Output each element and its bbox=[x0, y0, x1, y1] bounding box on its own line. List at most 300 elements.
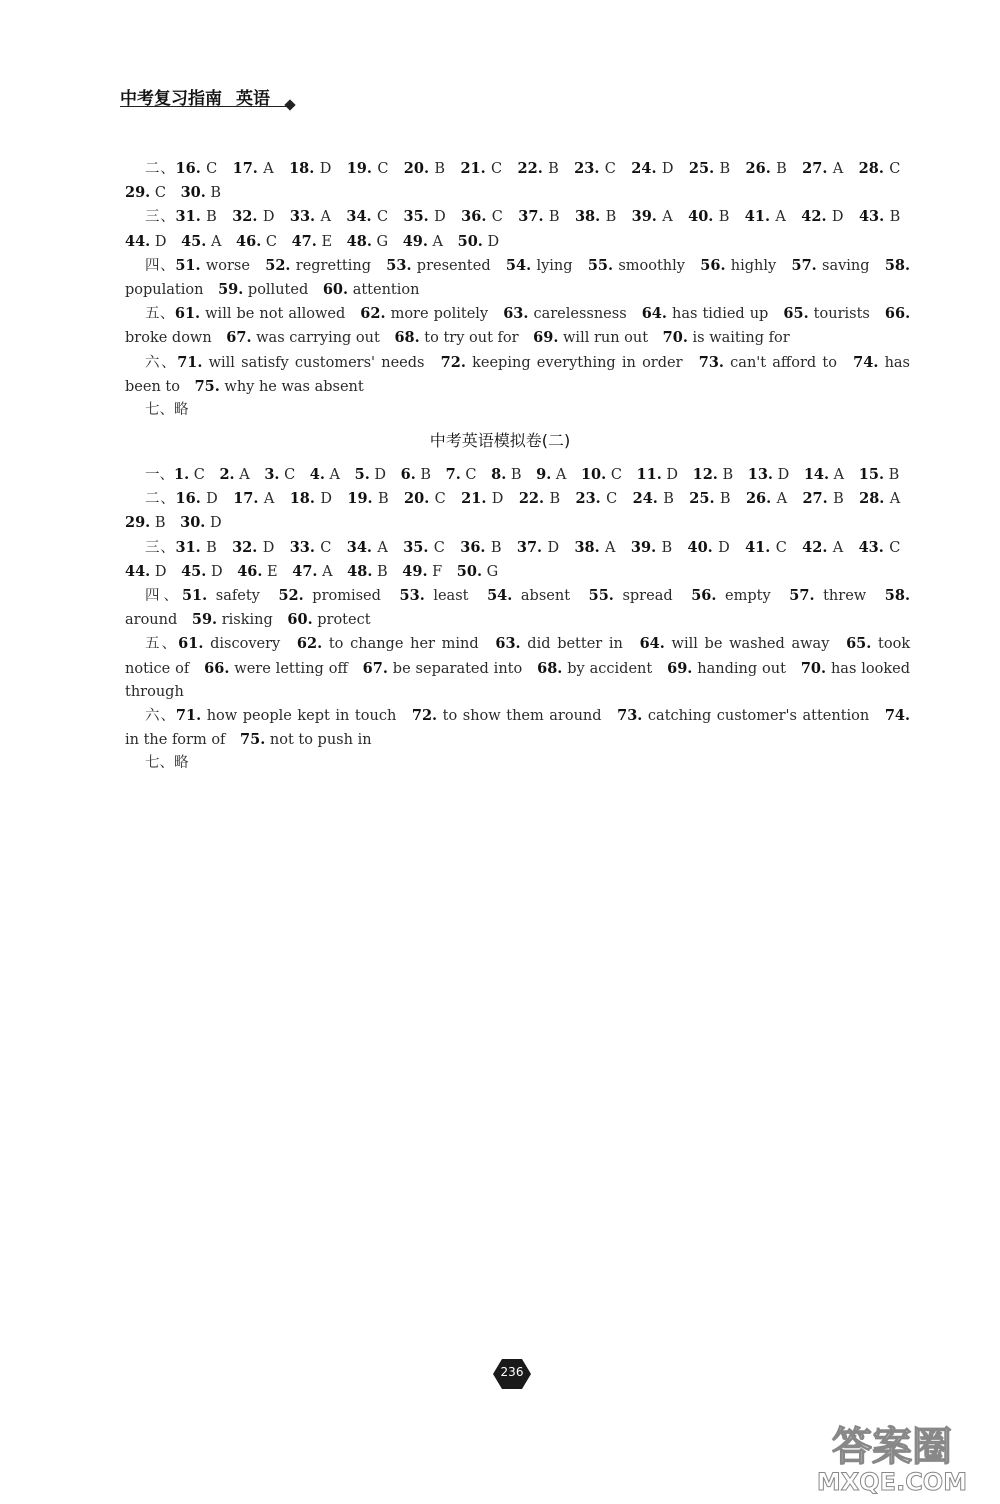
answer-item bbox=[290, 491, 332, 507]
answer-item bbox=[461, 491, 503, 507]
question-number: 48. bbox=[346, 232, 372, 250]
answer-item bbox=[323, 282, 420, 298]
answer-item bbox=[446, 467, 477, 483]
answer-item bbox=[195, 379, 364, 395]
answer-value: B bbox=[548, 161, 559, 177]
question-number: 48. bbox=[347, 562, 373, 580]
answer-value: C bbox=[889, 539, 901, 556]
answer-item bbox=[176, 708, 396, 724]
question-number: 17. bbox=[233, 490, 259, 508]
question-number: 44. bbox=[125, 232, 151, 250]
question-number: 42. bbox=[801, 208, 827, 226]
answer-item bbox=[700, 258, 776, 274]
answer-value: has looked through bbox=[125, 660, 911, 700]
answer-value: C bbox=[193, 467, 205, 483]
answer-value: why he was absent bbox=[224, 378, 364, 395]
answer-value: carelessness bbox=[533, 306, 627, 323]
answer-item bbox=[519, 491, 560, 507]
question-number: 41. bbox=[744, 208, 771, 226]
question-number: 40. bbox=[687, 538, 713, 556]
answer-item bbox=[859, 161, 901, 177]
answer-item bbox=[204, 661, 348, 677]
question-number: 62. bbox=[360, 305, 386, 323]
question-number: 19. bbox=[346, 160, 372, 177]
question-number: 29. bbox=[125, 184, 151, 202]
question-number: 72. bbox=[411, 707, 438, 725]
answer-value: A bbox=[889, 491, 901, 508]
answer-value: A bbox=[377, 539, 388, 556]
answer-value: B bbox=[210, 185, 222, 202]
question-number: 61. bbox=[174, 305, 201, 323]
answer-item bbox=[297, 636, 479, 652]
question-number: 53. bbox=[399, 587, 425, 605]
answer-value: A bbox=[239, 467, 250, 483]
answer-paragraph bbox=[125, 463, 910, 487]
answer-value: C bbox=[434, 491, 446, 508]
question-number: 25. bbox=[688, 160, 715, 177]
answer-item bbox=[667, 661, 786, 677]
question-number: 19. bbox=[347, 490, 373, 508]
answer-item bbox=[789, 588, 866, 604]
question-number: 24. bbox=[632, 490, 658, 508]
question-number: 6. bbox=[400, 466, 416, 483]
answer-value: handing out bbox=[697, 660, 786, 677]
answer-item bbox=[518, 209, 559, 225]
answer-item bbox=[746, 161, 787, 177]
question-number: 35. bbox=[403, 208, 429, 226]
answer-value: A bbox=[605, 539, 616, 556]
answer-value: C bbox=[491, 161, 503, 177]
answer-value: regretting bbox=[295, 257, 371, 274]
question-number: 50. bbox=[456, 562, 483, 580]
answer-item bbox=[347, 564, 388, 580]
answer-item bbox=[290, 540, 332, 556]
question-number: 56. bbox=[700, 256, 726, 274]
answer-item bbox=[175, 258, 250, 274]
question-number: 34. bbox=[346, 538, 372, 556]
question-number: 20. bbox=[404, 490, 430, 508]
question-number: 33. bbox=[289, 208, 316, 226]
answer-value: B bbox=[490, 539, 502, 556]
question-number: 68. bbox=[537, 659, 563, 677]
answer-item bbox=[859, 491, 900, 507]
answer-value: D bbox=[374, 467, 387, 483]
answer-item bbox=[310, 467, 340, 483]
answer-item bbox=[745, 540, 787, 556]
answer-value: D bbox=[262, 539, 275, 556]
part-label: 三、 bbox=[145, 539, 176, 556]
question-number: 28. bbox=[859, 490, 885, 508]
svg-text:MXQE.COM: MXQE.COM bbox=[816, 1468, 968, 1496]
part-label: 三、 bbox=[145, 209, 176, 226]
answer-item bbox=[575, 491, 617, 507]
answer-item bbox=[688, 209, 729, 225]
question-number: 61. bbox=[178, 635, 204, 653]
book-title: 中考复习指南 bbox=[120, 89, 222, 109]
answer-value: A bbox=[322, 563, 333, 580]
question-number: 11. bbox=[636, 466, 662, 483]
question-number: 26. bbox=[745, 160, 771, 177]
answer-item bbox=[458, 234, 499, 250]
answer-value: A bbox=[776, 491, 788, 508]
answer-paragraph bbox=[125, 351, 910, 399]
answer-item bbox=[632, 209, 673, 225]
question-number: 70. bbox=[800, 659, 827, 677]
answer-value: A bbox=[832, 539, 844, 556]
question-number: 9. bbox=[536, 466, 552, 483]
answer-value: B bbox=[833, 491, 844, 508]
answer-value: C bbox=[604, 161, 616, 177]
answer-value: more politely bbox=[390, 306, 489, 323]
answer-value: B bbox=[548, 209, 560, 226]
question-number: 60. bbox=[287, 611, 313, 629]
answer-value: C bbox=[377, 209, 389, 226]
answer-value: B bbox=[888, 467, 900, 483]
answer-value: C bbox=[465, 467, 477, 483]
answer-value: will satisfy customers' needs bbox=[208, 354, 425, 371]
answer-value: D bbox=[320, 491, 332, 508]
question-number: 2. bbox=[219, 466, 235, 483]
question-number: 33. bbox=[289, 538, 315, 556]
answer-item bbox=[363, 661, 523, 677]
answer-item bbox=[460, 540, 501, 556]
question-number: 32. bbox=[232, 538, 258, 556]
question-number: 58. bbox=[884, 587, 911, 605]
question-number: 75. bbox=[194, 377, 220, 395]
answer-item bbox=[859, 540, 901, 556]
answer-item bbox=[402, 564, 442, 580]
answer-item bbox=[581, 467, 622, 483]
answer-item bbox=[232, 540, 274, 556]
question-number: 70. bbox=[662, 329, 688, 347]
answer-value: not to push in bbox=[269, 732, 372, 749]
question-number: 73. bbox=[698, 353, 724, 371]
question-number: 16. bbox=[175, 490, 201, 508]
answer-item bbox=[533, 330, 648, 346]
question-number: 71. bbox=[177, 353, 203, 371]
answer-item bbox=[802, 540, 843, 556]
question-number: 43. bbox=[858, 538, 884, 556]
answer-value: A bbox=[210, 233, 222, 250]
answer-item bbox=[290, 209, 331, 225]
answer-item bbox=[633, 491, 674, 507]
question-number: 71. bbox=[175, 707, 202, 725]
answer-value: D bbox=[718, 539, 730, 556]
answer-value: can't afford to bbox=[730, 354, 837, 371]
question-number: 45. bbox=[181, 232, 207, 250]
answer-item bbox=[404, 161, 445, 177]
question-number: 54. bbox=[487, 587, 513, 605]
answer-value: C bbox=[491, 209, 503, 226]
answer-value: D bbox=[831, 209, 844, 226]
answer-item bbox=[181, 185, 222, 201]
answer-item bbox=[783, 306, 869, 322]
answer-value: in the form of bbox=[125, 732, 226, 749]
answer-value: how people kept in touch bbox=[206, 708, 397, 725]
question-number: 59. bbox=[191, 611, 218, 629]
answer-value: threw bbox=[823, 588, 867, 605]
answer-value: promised bbox=[312, 588, 381, 605]
part-label: 五、 bbox=[145, 636, 179, 653]
answer-item bbox=[792, 258, 870, 274]
answer-value: A bbox=[432, 233, 444, 250]
answer-paragraph bbox=[125, 205, 910, 253]
question-number: 44. bbox=[125, 562, 151, 580]
question-number: 15. bbox=[858, 466, 884, 483]
answer-value: A bbox=[263, 491, 275, 508]
question-number: 37. bbox=[518, 208, 544, 226]
answer-item bbox=[176, 161, 218, 177]
answer-item bbox=[346, 209, 388, 225]
answer-value: D bbox=[491, 491, 504, 508]
answer-section-1 bbox=[125, 157, 910, 422]
answer-item bbox=[355, 467, 386, 483]
answer-item bbox=[460, 161, 502, 177]
question-number: 56. bbox=[691, 587, 717, 605]
question-number: 62. bbox=[296, 635, 323, 653]
answer-item bbox=[745, 209, 786, 225]
answer-item bbox=[394, 330, 518, 346]
answer-paragraph bbox=[125, 487, 910, 535]
answer-value: B bbox=[718, 209, 730, 226]
answer-item bbox=[347, 540, 388, 556]
question-number: 28. bbox=[858, 160, 884, 177]
answer-item bbox=[125, 234, 166, 250]
question-number: 36. bbox=[460, 538, 486, 556]
answer-value: is waiting for bbox=[692, 330, 790, 347]
question-number: 18. bbox=[289, 160, 315, 177]
question-number: 32. bbox=[232, 208, 258, 226]
answer-value: C bbox=[606, 491, 618, 508]
question-number: 51. bbox=[181, 587, 208, 605]
answer-value: D bbox=[262, 209, 275, 226]
question-number: 14. bbox=[803, 466, 830, 483]
answer-item bbox=[233, 161, 274, 177]
answer-value: smoothly bbox=[618, 257, 685, 274]
answer-value: D bbox=[209, 515, 222, 532]
answer-item bbox=[537, 661, 652, 677]
answer-item bbox=[517, 540, 559, 556]
answer-item bbox=[232, 209, 274, 225]
answer-value: A bbox=[833, 467, 845, 483]
answer-item bbox=[178, 636, 280, 652]
question-number: 42. bbox=[802, 538, 828, 556]
answer-item bbox=[386, 258, 490, 274]
answer-item bbox=[461, 209, 503, 225]
answer-value: risking bbox=[221, 612, 273, 629]
answer-value: tourists bbox=[813, 306, 870, 323]
answer-value: lying bbox=[536, 257, 573, 274]
question-number: 46. bbox=[236, 232, 262, 250]
answer-paragraph bbox=[125, 752, 910, 775]
question-number: 23. bbox=[575, 490, 601, 508]
answer-value: B bbox=[661, 539, 673, 556]
question-number: 34. bbox=[346, 208, 372, 226]
answer-item bbox=[265, 258, 371, 274]
question-number: 38. bbox=[574, 208, 601, 226]
answer-item bbox=[503, 306, 626, 322]
question-number: 47. bbox=[291, 232, 317, 250]
answer-item bbox=[218, 282, 308, 298]
question-number: 49. bbox=[402, 562, 428, 580]
answer-item bbox=[175, 306, 345, 322]
question-number: 16. bbox=[175, 160, 201, 177]
answer-value: A bbox=[662, 209, 673, 226]
answer-value: A bbox=[329, 467, 341, 483]
answer-item bbox=[240, 732, 372, 748]
answer-item bbox=[506, 258, 573, 274]
question-number: 37. bbox=[516, 538, 543, 556]
answer-value: A bbox=[832, 161, 844, 177]
answer-item bbox=[642, 306, 769, 322]
answer-value: B bbox=[377, 491, 389, 508]
question-number: 69. bbox=[533, 329, 559, 347]
answer-value: presented bbox=[416, 257, 491, 274]
answer-item bbox=[125, 185, 166, 201]
answer-item bbox=[347, 491, 388, 507]
answer-item bbox=[689, 491, 730, 507]
answer-item bbox=[574, 161, 616, 177]
question-number: 72. bbox=[440, 353, 466, 371]
answer-paragraph bbox=[125, 302, 910, 350]
answer-value: D bbox=[210, 563, 223, 580]
header-rule bbox=[120, 106, 288, 107]
question-number: 40. bbox=[688, 208, 714, 226]
answer-value: protect bbox=[317, 612, 371, 629]
question-number: 63. bbox=[495, 635, 521, 653]
answer-item bbox=[176, 491, 218, 507]
answer-item bbox=[640, 636, 830, 652]
question-number: 66. bbox=[204, 659, 230, 677]
answer-value: did better in bbox=[527, 636, 623, 653]
question-number: 10. bbox=[580, 466, 607, 483]
question-number: 18. bbox=[289, 490, 315, 508]
answer-value: B bbox=[663, 491, 674, 508]
question-number: 69. bbox=[667, 659, 693, 677]
answer-item bbox=[403, 234, 443, 250]
diamond-icon bbox=[284, 99, 295, 110]
answer-item bbox=[219, 467, 249, 483]
question-number: 36. bbox=[461, 208, 487, 226]
answer-value: G bbox=[486, 563, 499, 580]
answer-paragraph bbox=[125, 254, 910, 302]
question-number: 12. bbox=[692, 466, 718, 483]
answer-item bbox=[347, 161, 389, 177]
question-number: 54. bbox=[505, 256, 532, 274]
question-number: 17. bbox=[232, 160, 258, 177]
answer-item bbox=[801, 209, 843, 225]
answer-item bbox=[182, 588, 260, 604]
answer-value: discovery bbox=[210, 636, 281, 653]
answer-item bbox=[287, 612, 370, 628]
answer-value: A bbox=[775, 209, 786, 226]
answer-value: saving bbox=[822, 257, 870, 274]
question-number: 30. bbox=[180, 184, 206, 202]
answer-item bbox=[588, 258, 685, 274]
part-label: 五、 bbox=[145, 306, 175, 323]
answer-value: B bbox=[420, 467, 432, 483]
part-label: 二、 bbox=[145, 161, 176, 177]
part-label: 六、 bbox=[145, 708, 176, 725]
question-number: 58. bbox=[884, 256, 911, 274]
answer-value: F bbox=[432, 563, 443, 580]
question-number: 65. bbox=[846, 635, 872, 653]
answer-value: B bbox=[605, 209, 617, 226]
answer-value: has been to bbox=[125, 354, 911, 395]
part-label: 四、 bbox=[145, 257, 176, 274]
answer-value: D bbox=[487, 233, 500, 250]
answer-item bbox=[177, 355, 424, 371]
answer-value: attention bbox=[352, 282, 420, 299]
answer-value: D bbox=[319, 161, 332, 177]
answer-item bbox=[292, 564, 332, 580]
answer-value: to change her mind bbox=[328, 636, 479, 653]
answer-item bbox=[518, 161, 559, 177]
answer-value: G bbox=[376, 233, 389, 250]
answer-value: C bbox=[889, 161, 901, 177]
answer-value: C bbox=[154, 185, 166, 202]
question-number: 63. bbox=[503, 305, 529, 323]
answer-value: C bbox=[433, 539, 445, 556]
answer-item bbox=[401, 467, 431, 483]
answer-value: absent bbox=[520, 588, 571, 605]
answer-value: D bbox=[154, 563, 167, 580]
answer-value: B bbox=[722, 467, 734, 483]
svg-text:答案圈: 答案圈 bbox=[832, 1424, 952, 1470]
answer-item bbox=[237, 564, 277, 580]
question-number: 30. bbox=[180, 514, 206, 532]
question-number: 59. bbox=[218, 281, 244, 299]
answer-value: safety bbox=[215, 588, 260, 605]
answer-value: B bbox=[719, 491, 731, 508]
answer-item bbox=[441, 355, 683, 371]
answer-value: B bbox=[889, 209, 901, 226]
answer-value: by accident bbox=[567, 660, 653, 677]
answer-item bbox=[404, 209, 446, 225]
question-number: 75. bbox=[240, 731, 266, 749]
question-number: 64. bbox=[641, 305, 667, 323]
answer-value: has tidied up bbox=[671, 306, 769, 323]
answer-item bbox=[693, 467, 734, 483]
answer-item bbox=[746, 491, 787, 507]
question-number: 1. bbox=[174, 466, 190, 483]
answer-value: B bbox=[510, 467, 522, 483]
answer-item bbox=[487, 588, 570, 604]
answer-value: A bbox=[320, 209, 331, 226]
answer-item bbox=[663, 330, 790, 346]
answer-paragraph bbox=[125, 632, 910, 704]
answer-value: worse bbox=[205, 257, 250, 274]
part-label: 二、 bbox=[145, 491, 176, 508]
answer-value: took notice of bbox=[125, 636, 911, 677]
answer-value: be separated into bbox=[392, 660, 523, 677]
answer-item bbox=[691, 588, 770, 604]
answer-item bbox=[802, 161, 843, 177]
answer-value: C bbox=[377, 161, 389, 177]
answer-item bbox=[457, 564, 498, 580]
answer-item bbox=[491, 467, 521, 483]
answer-item bbox=[180, 515, 221, 531]
question-number: 73. bbox=[617, 707, 643, 725]
answer-item bbox=[688, 540, 730, 556]
answer-item bbox=[174, 467, 205, 483]
question-number: 65. bbox=[783, 305, 809, 323]
answer-item bbox=[631, 540, 672, 556]
answer-item bbox=[859, 467, 900, 483]
answer-item bbox=[804, 467, 844, 483]
answer-item bbox=[125, 515, 166, 531]
question-number: 74. bbox=[853, 353, 879, 371]
